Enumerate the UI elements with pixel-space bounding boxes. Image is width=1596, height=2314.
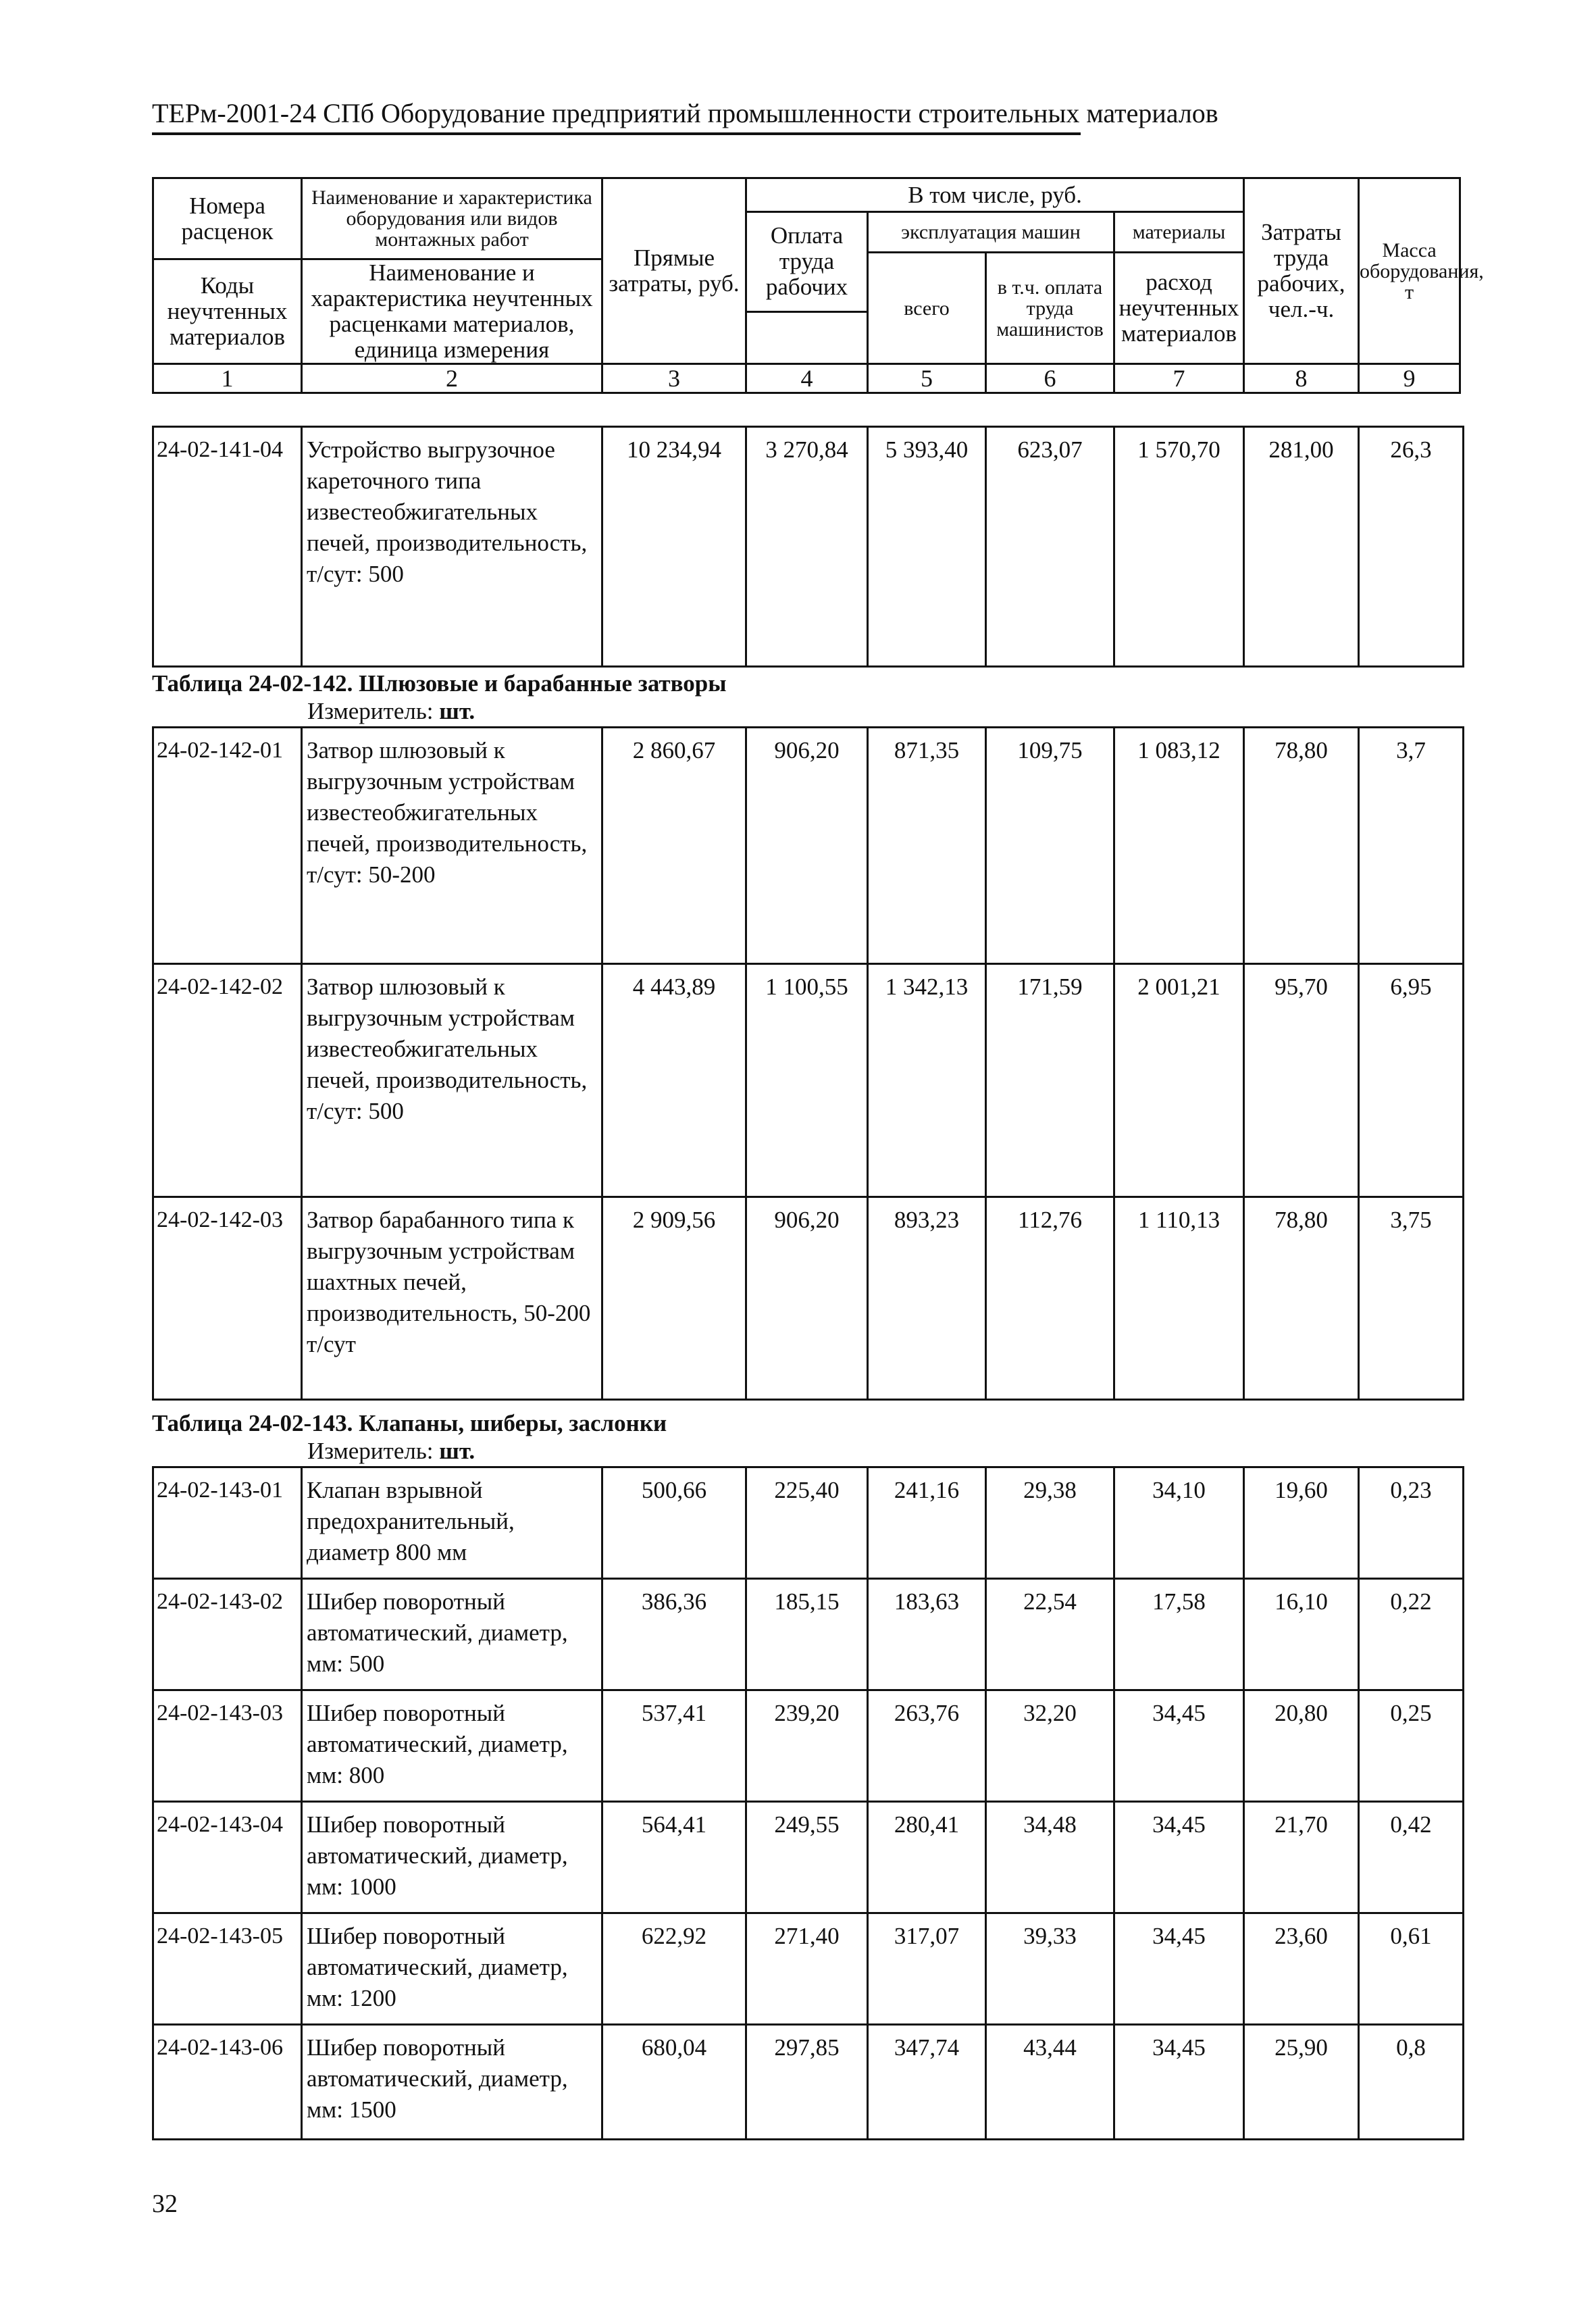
labor-costs-value: 20,80 bbox=[1244, 1690, 1359, 1802]
header-col-number: 8 bbox=[1244, 364, 1359, 393]
materials-value: 34,45 bbox=[1114, 2025, 1244, 2140]
rate-name: Шибер поворотный автоматический, диаметр, мм: 1500 bbox=[302, 2025, 602, 2140]
header-including: В том числе, руб. bbox=[746, 178, 1244, 212]
page-header: ТЕРм-2001-24 СПб Оборудование предприятий промышленности строительных материалов bbox=[152, 95, 1081, 135]
machinist-pay-value: 112,76 bbox=[986, 1197, 1114, 1400]
table-row bbox=[153, 1197, 1464, 1400]
labor-costs-value: 23,60 bbox=[1244, 1913, 1359, 2025]
rate-name: Затвор шлюзовый к выгрузочным устройствам известеобжигательных печей, производительность, т/сут: 50-200 bbox=[302, 728, 602, 964]
worker-pay-value: 1 100,55 bbox=[746, 964, 868, 1197]
machines-total-value: 893,23 bbox=[868, 1197, 986, 1400]
direct-costs-value: 386,36 bbox=[602, 1579, 746, 1690]
mass-value: 3,75 bbox=[1359, 1197, 1464, 1400]
header-col-number: 6 bbox=[986, 364, 1114, 393]
rate-name: Шибер поворотный автоматический, диаметр, мм: 1000 bbox=[302, 1802, 602, 1913]
page-number: 32 bbox=[152, 2190, 178, 2218]
machines-total-value: 241,16 bbox=[868, 1467, 986, 1579]
header-col-number: 3 bbox=[602, 364, 746, 393]
header-rate-numbers: Номера расценок bbox=[153, 178, 302, 259]
mass-value: 0,22 bbox=[1359, 1579, 1464, 1690]
rate-name: Затвор барабанного типа к выгрузочным устройствам шахтных печей, производительность, 50-200 т/сут bbox=[302, 1197, 602, 1400]
rate-name: Шибер поворотный автоматический, диаметр, мм: 800 bbox=[302, 1690, 602, 1802]
worker-pay-value: 3 270,84 bbox=[746, 427, 868, 667]
machines-total-value: 263,76 bbox=[868, 1690, 986, 1802]
worker-pay-value: 906,20 bbox=[746, 728, 868, 964]
header-worker-pay: Оплата труда рабочих bbox=[746, 212, 868, 312]
rate-code: 24-02-143-03 bbox=[153, 1690, 302, 1802]
materials-value: 34,10 bbox=[1114, 1467, 1244, 1579]
rate-code: 24-02-142-02 bbox=[153, 964, 302, 1197]
machines-total-value: 317,07 bbox=[868, 1913, 986, 2025]
direct-costs-value: 537,41 bbox=[602, 1690, 746, 1802]
rate-code: 24-02-143-04 bbox=[153, 1802, 302, 1913]
materials-value: 1 570,70 bbox=[1114, 427, 1244, 667]
direct-costs-value: 2 860,67 bbox=[602, 728, 746, 964]
rate-code: 24-02-143-02 bbox=[153, 1579, 302, 1690]
header-machines-total: всего bbox=[868, 253, 986, 364]
worker-pay-value: 271,40 bbox=[746, 1913, 868, 2025]
mass-value: 0,8 bbox=[1359, 2025, 1464, 2140]
header-col-number: 7 bbox=[1114, 364, 1244, 393]
header-machine-operation: эксплуатация машин bbox=[868, 212, 1114, 253]
header-unaccounted-materials: расход неучтенных материалов bbox=[1114, 253, 1244, 364]
table-row bbox=[153, 728, 1464, 964]
machines-total-value: 280,41 bbox=[868, 1802, 986, 1913]
measure-label: Измеритель: bbox=[307, 698, 434, 724]
table-143-measure bbox=[307, 1437, 475, 1465]
table-row bbox=[153, 1690, 1464, 1802]
labor-costs-value: 19,60 bbox=[1244, 1467, 1359, 1579]
mass-value: 0,23 bbox=[1359, 1467, 1464, 1579]
labor-costs-value: 95,70 bbox=[1244, 964, 1359, 1197]
header-labor-costs: Затраты труда рабочих, чел.-ч. bbox=[1244, 178, 1359, 364]
header-equipment-mass: Масса оборудования, т bbox=[1359, 178, 1460, 364]
rate-code: 24-02-143-01 bbox=[153, 1467, 302, 1579]
materials-value: 2 001,21 bbox=[1114, 964, 1244, 1197]
direct-costs-value: 10 234,94 bbox=[602, 427, 746, 667]
direct-costs-value: 622,92 bbox=[602, 1913, 746, 2025]
table-143-title: Таблица 24-02-143. Клапаны, шиберы, заслонки bbox=[152, 1410, 667, 1436]
table-141 bbox=[152, 426, 1464, 668]
materials-value: 1 110,13 bbox=[1114, 1197, 1244, 1400]
header-col-number: 4 bbox=[746, 364, 868, 393]
machines-total-value: 871,35 bbox=[868, 728, 986, 964]
header-direct-costs: Прямые затраты, руб. bbox=[602, 178, 746, 364]
worker-pay-value: 185,15 bbox=[746, 1579, 868, 1690]
worker-pay-value: 297,85 bbox=[746, 2025, 868, 2140]
labor-costs-value: 21,70 bbox=[1244, 1802, 1359, 1913]
machinist-pay-value: 623,07 bbox=[986, 427, 1114, 667]
labor-costs-value: 281,00 bbox=[1244, 427, 1359, 667]
machinist-pay-value: 39,33 bbox=[986, 1913, 1114, 2025]
machines-total-value: 347,74 bbox=[868, 2025, 986, 2140]
rate-code: 24-02-143-06 bbox=[153, 2025, 302, 2140]
worker-pay-value: 249,55 bbox=[746, 1802, 868, 1913]
table-row bbox=[153, 1802, 1464, 1913]
table-142 bbox=[152, 726, 1464, 1401]
machinist-pay-value: 171,59 bbox=[986, 964, 1114, 1197]
column-header-table bbox=[152, 177, 1484, 394]
rate-name: Устройство выгрузочное кареточного типа известеобжигательных печей, производительность, т/сут: 500 bbox=[302, 427, 602, 667]
worker-pay-value: 239,20 bbox=[746, 1690, 868, 1802]
rate-code: 24-02-142-01 bbox=[153, 728, 302, 964]
materials-value: 17,58 bbox=[1114, 1579, 1244, 1690]
header-work-name: Наименование и характеристика оборудования или видов монтажных работ bbox=[302, 178, 602, 259]
worker-pay-value: 225,40 bbox=[746, 1467, 868, 1579]
mass-value: 0,61 bbox=[1359, 1913, 1464, 2025]
header-col-number: 2 bbox=[302, 364, 602, 393]
header-material-codes: Коды неучтенных материалов bbox=[153, 259, 302, 364]
direct-costs-value: 4 443,89 bbox=[602, 964, 746, 1197]
rate-name: Клапан взрывной предохранительный, диаметр 800 мм bbox=[302, 1467, 602, 1579]
direct-costs-value: 2 909,56 bbox=[602, 1197, 746, 1400]
header-machinist-pay: в т.ч. оплата труда машинистов bbox=[986, 253, 1114, 364]
worker-pay-value: 906,20 bbox=[746, 1197, 868, 1400]
header-col-number: 5 bbox=[868, 364, 986, 393]
rate-name: Шибер поворотный автоматический, диаметр, мм: 1200 bbox=[302, 1913, 602, 2025]
labor-costs-value: 25,90 bbox=[1244, 2025, 1359, 2140]
measure-unit: шт. bbox=[439, 1438, 475, 1464]
machines-total-value: 183,63 bbox=[868, 1579, 986, 1690]
table-142-measure bbox=[307, 697, 475, 726]
table-row bbox=[153, 427, 1464, 667]
rate-code: 24-02-142-03 bbox=[153, 1197, 302, 1400]
materials-value: 34,45 bbox=[1114, 1690, 1244, 1802]
table-142-title: Таблица 24-02-142. Шлюзовые и барабанные затворы bbox=[152, 670, 727, 697]
direct-costs-value: 680,04 bbox=[602, 2025, 746, 2140]
header-col-number: 9 bbox=[1359, 364, 1460, 393]
machinist-pay-value: 34,48 bbox=[986, 1802, 1114, 1913]
direct-costs-value: 500,66 bbox=[602, 1467, 746, 1579]
table-row bbox=[153, 1579, 1464, 1690]
header-material-name: Наименование и характеристика неучтенных расценками материалов, единица измерения bbox=[302, 259, 602, 364]
machinist-pay-value: 109,75 bbox=[986, 728, 1114, 964]
rate-name: Затвор шлюзовый к выгрузочным устройствам известеобжигательных печей, производительность, т/сут: 500 bbox=[302, 964, 602, 1197]
header-materials: материалы bbox=[1114, 212, 1244, 253]
rate-code: 24-02-141-04 bbox=[153, 427, 302, 667]
direct-costs-value: 564,41 bbox=[602, 1802, 746, 1913]
labor-costs-value: 78,80 bbox=[1244, 1197, 1359, 1400]
rate-name: Шибер поворотный автоматический, диаметр, мм: 500 bbox=[302, 1579, 602, 1690]
materials-value: 34,45 bbox=[1114, 1802, 1244, 1913]
rate-code: 24-02-143-05 bbox=[153, 1913, 302, 2025]
table-row bbox=[153, 964, 1464, 1197]
table-143 bbox=[152, 1466, 1464, 2140]
labor-costs-value: 78,80 bbox=[1244, 728, 1359, 964]
machines-total-value: 1 342,13 bbox=[868, 964, 986, 1197]
measure-label: Измеритель: bbox=[307, 1438, 434, 1464]
table-row bbox=[153, 1913, 1464, 2025]
materials-value: 34,45 bbox=[1114, 1913, 1244, 2025]
mass-value: 0,25 bbox=[1359, 1690, 1464, 1802]
mass-value: 3,7 bbox=[1359, 728, 1464, 964]
header-col-number: 1 bbox=[153, 364, 302, 393]
table-row bbox=[153, 1467, 1464, 1579]
mass-value: 26,3 bbox=[1359, 427, 1464, 667]
table-row bbox=[153, 2025, 1464, 2140]
materials-value: 1 083,12 bbox=[1114, 728, 1244, 964]
measure-unit: шт. bbox=[439, 698, 475, 724]
mass-value: 0,42 bbox=[1359, 1802, 1464, 1913]
header-worker-pay-cont bbox=[746, 311, 868, 364]
machinist-pay-value: 43,44 bbox=[986, 2025, 1114, 2140]
machinist-pay-value: 22,54 bbox=[986, 1579, 1114, 1690]
machinist-pay-value: 32,20 bbox=[986, 1690, 1114, 1802]
machines-total-value: 5 393,40 bbox=[868, 427, 986, 667]
mass-value: 6,95 bbox=[1359, 964, 1464, 1197]
labor-costs-value: 16,10 bbox=[1244, 1579, 1359, 1690]
machinist-pay-value: 29,38 bbox=[986, 1467, 1114, 1579]
